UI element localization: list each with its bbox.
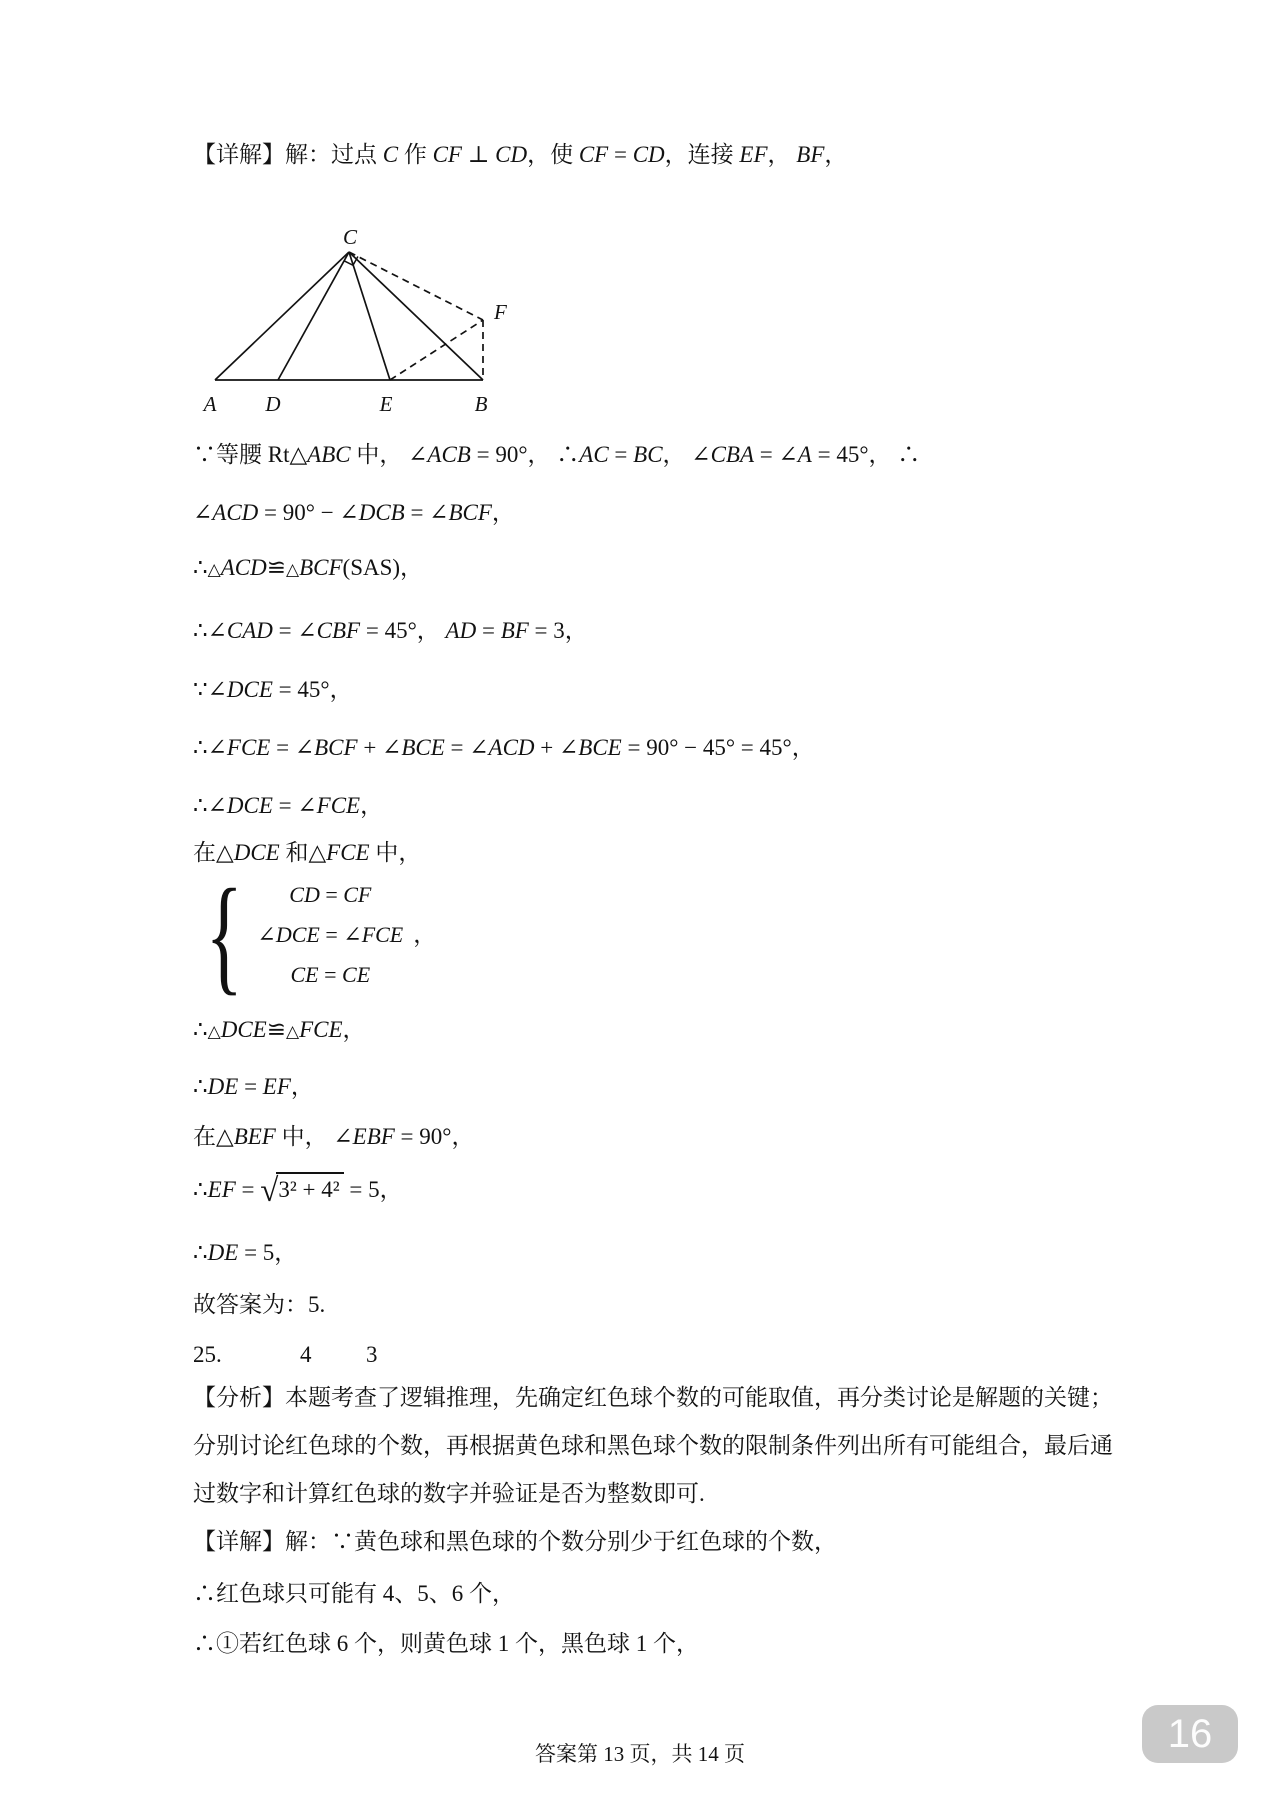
solution-construction-line: 【详解】解：过点 C 作 CF ⊥ CD，使 CF = CD，连接 EF， BF，	[193, 142, 848, 167]
answer-blank-1: 4	[300, 1342, 312, 1367]
radicand: 3² + 4²	[276, 1172, 343, 1205]
system-row-2: ∠DCE = ∠FCE	[257, 922, 404, 947]
point-label-B: B	[474, 392, 488, 416]
figure-dashed-CF	[349, 252, 483, 320]
figure-line-CA	[215, 252, 349, 380]
step-in-triangles: 在△DCE 和△FCE 中，	[193, 840, 422, 865]
system-row-1: CD = CF	[289, 882, 372, 907]
analysis-line-1: 【分析】本题考查了逻辑推理，先确定红色球个数的可能取值，再分类讨论是解题的关键；	[193, 1385, 1113, 1410]
radical-sign: √	[260, 1173, 279, 1209]
question-number: 25.	[193, 1342, 222, 1367]
step-fce: ∴∠FCE = ∠BCF + ∠BCE = ∠ACD + ∠BCE = 90° − 45° = 45°，	[193, 735, 815, 760]
analysis-line-3: 过数字和计算红色球的数字并验证是否为整数即可.	[193, 1481, 705, 1506]
system-comma: ，	[413, 922, 437, 947]
point-label-F: F	[494, 300, 507, 324]
step-congruence-dce-fce: ∴△DCE≌△FCE，	[193, 1017, 366, 1042]
left-brace: {	[205, 863, 243, 1007]
detail-line-3: ∴①若红色球 6 个，则黄色球 1 个，黑色球 1 个，	[193, 1631, 699, 1656]
equation-system	[193, 863, 437, 1007]
step-isosceles: ∵等腰 Rt△ABC 中， ∠ACB = 90°， ∴AC = BC， ∠CBA = ∠A = 45°， ∴	[193, 442, 921, 467]
system-rows	[257, 875, 403, 995]
point-label-D: D	[265, 392, 281, 416]
detail-line-2: ∴红色球只可能有 4、5、6 个，	[193, 1581, 515, 1606]
sqrt-pre: ∴EF =	[193, 1177, 261, 1202]
step-congruence-acd-bcf: ∴△ACD≌△BCF(SAS)，	[193, 555, 424, 580]
step-ef-sqrt	[193, 1172, 403, 1209]
figure-dashed-EF	[390, 320, 483, 380]
answer-blank-2: 3	[366, 1342, 378, 1367]
point-label-A: A	[203, 392, 217, 416]
question-25-answers	[193, 1340, 432, 1370]
detail-line-1: 【详解】解：∵黄色球和黑色球的个数分别少于红色球的个数，	[193, 1529, 837, 1554]
page-number-badge: 16	[1142, 1705, 1238, 1763]
sqrt-post: = 5，	[343, 1177, 403, 1202]
answer-line: 故答案为：5.	[193, 1292, 326, 1317]
step-angle-acd: ∠ACD = 90° − ∠DCB = ∠BCF，	[193, 500, 515, 525]
system-row-3: CE = CE	[290, 962, 371, 987]
step-dce-fce: ∴∠DCE = ∠FCE，	[193, 793, 384, 818]
page-footer: 答案第 13 页，共 14 页	[535, 1742, 745, 1766]
geometry-figure	[180, 215, 530, 425]
point-label-E: E	[379, 392, 393, 416]
figure-line-CD	[278, 252, 349, 380]
analysis-line-2: 分别讨论红色球的个数，再根据黄色球和黑色球个数的限制条件列出所有可能组合，最后通	[193, 1433, 1113, 1458]
step-dce-45: ∵∠DCE = 45°，	[193, 677, 353, 702]
step-cad-cbf: ∴∠CAD = ∠CBF = 45°， AD = BF = 3，	[193, 618, 588, 643]
step-de-ef: ∴DE = EF，	[193, 1074, 314, 1099]
point-label-C: C	[342, 225, 358, 249]
step-in-bef: 在△BEF 中， ∠EBF = 90°，	[193, 1124, 475, 1149]
step-de-5: ∴DE = 5，	[193, 1240, 298, 1265]
